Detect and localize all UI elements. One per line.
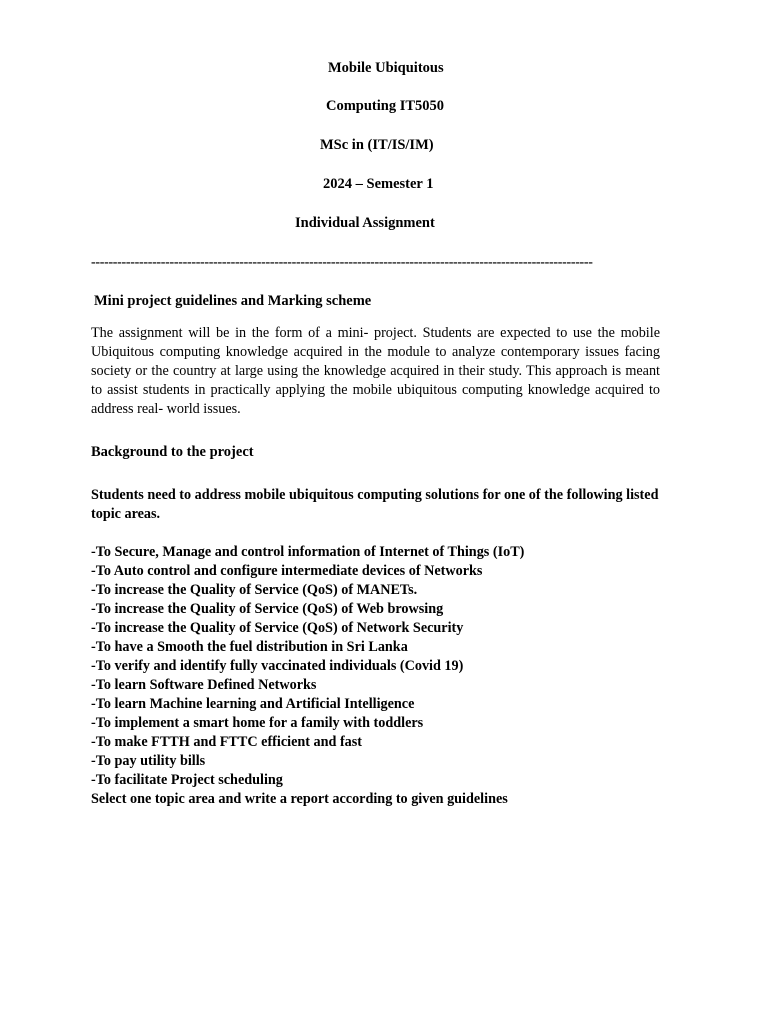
background-intro: Students need to address mobile ubiquitous computing solutions for one of the following listed topic areas. xyxy=(91,487,659,523)
topic-list xyxy=(91,543,691,809)
guidelines-paragraph: The assignment will be in the form of a mini- project. Students are expected to use the mobile Ubiquitous computing knowledge acquired in the module to analyze contemporary issues facing society or the country at large using the knowledge acquired in their study. This approach is meant to assist students in practically applying the mobile ubiquitous computing knowledge acquired to address real- world issues. xyxy=(91,325,660,417)
background-heading: Background to the project xyxy=(91,444,254,460)
list-item: -To facilitate Project scheduling xyxy=(91,772,283,788)
assignment-type: Individual Assignment xyxy=(295,215,435,231)
guidelines-heading: Mini project guidelines and Marking scheme xyxy=(94,293,372,309)
list-item: -To make FTTH and FTTC efficient and fast xyxy=(91,734,363,750)
list-item: -To implement a smart home for a family with toddlers xyxy=(91,715,424,731)
list-item: -To increase the Quality of Service (QoS) of Web browsing xyxy=(91,601,444,617)
course-title-line1: Mobile Ubiquitous xyxy=(328,60,444,76)
list-item: -To increase the Quality of Service (QoS) of MANETs. xyxy=(91,582,418,598)
semester: 2024 – Semester 1 xyxy=(323,176,434,192)
divider-line: ------------------------------------------------------------------------------------------------------------------- xyxy=(91,255,593,270)
list-item: -To verify and identify fully vaccinated individuals (Covid 19) xyxy=(91,658,464,674)
list-item: -To Auto control and configure intermediate devices of Networks xyxy=(91,563,483,579)
list-item: -To pay utility bills xyxy=(91,753,206,769)
list-item: -To learn Machine learning and Artificial Intelligence xyxy=(91,696,415,712)
list-item: -To Secure, Manage and control information of Internet of Things (IoT) xyxy=(91,544,525,560)
program-name: MSc in (IT/IS/IM) xyxy=(320,137,434,153)
course-title-line2: Computing IT5050 xyxy=(326,98,445,114)
list-item: -To have a Smooth the fuel distribution in Sri Lanka xyxy=(91,639,408,655)
list-item: -To increase the Quality of Service (QoS) of Network Security xyxy=(91,620,464,636)
closing-instruction: Select one topic area and write a report according to given guidelines xyxy=(91,791,508,807)
list-item: -To learn Software Defined Networks xyxy=(91,677,317,693)
